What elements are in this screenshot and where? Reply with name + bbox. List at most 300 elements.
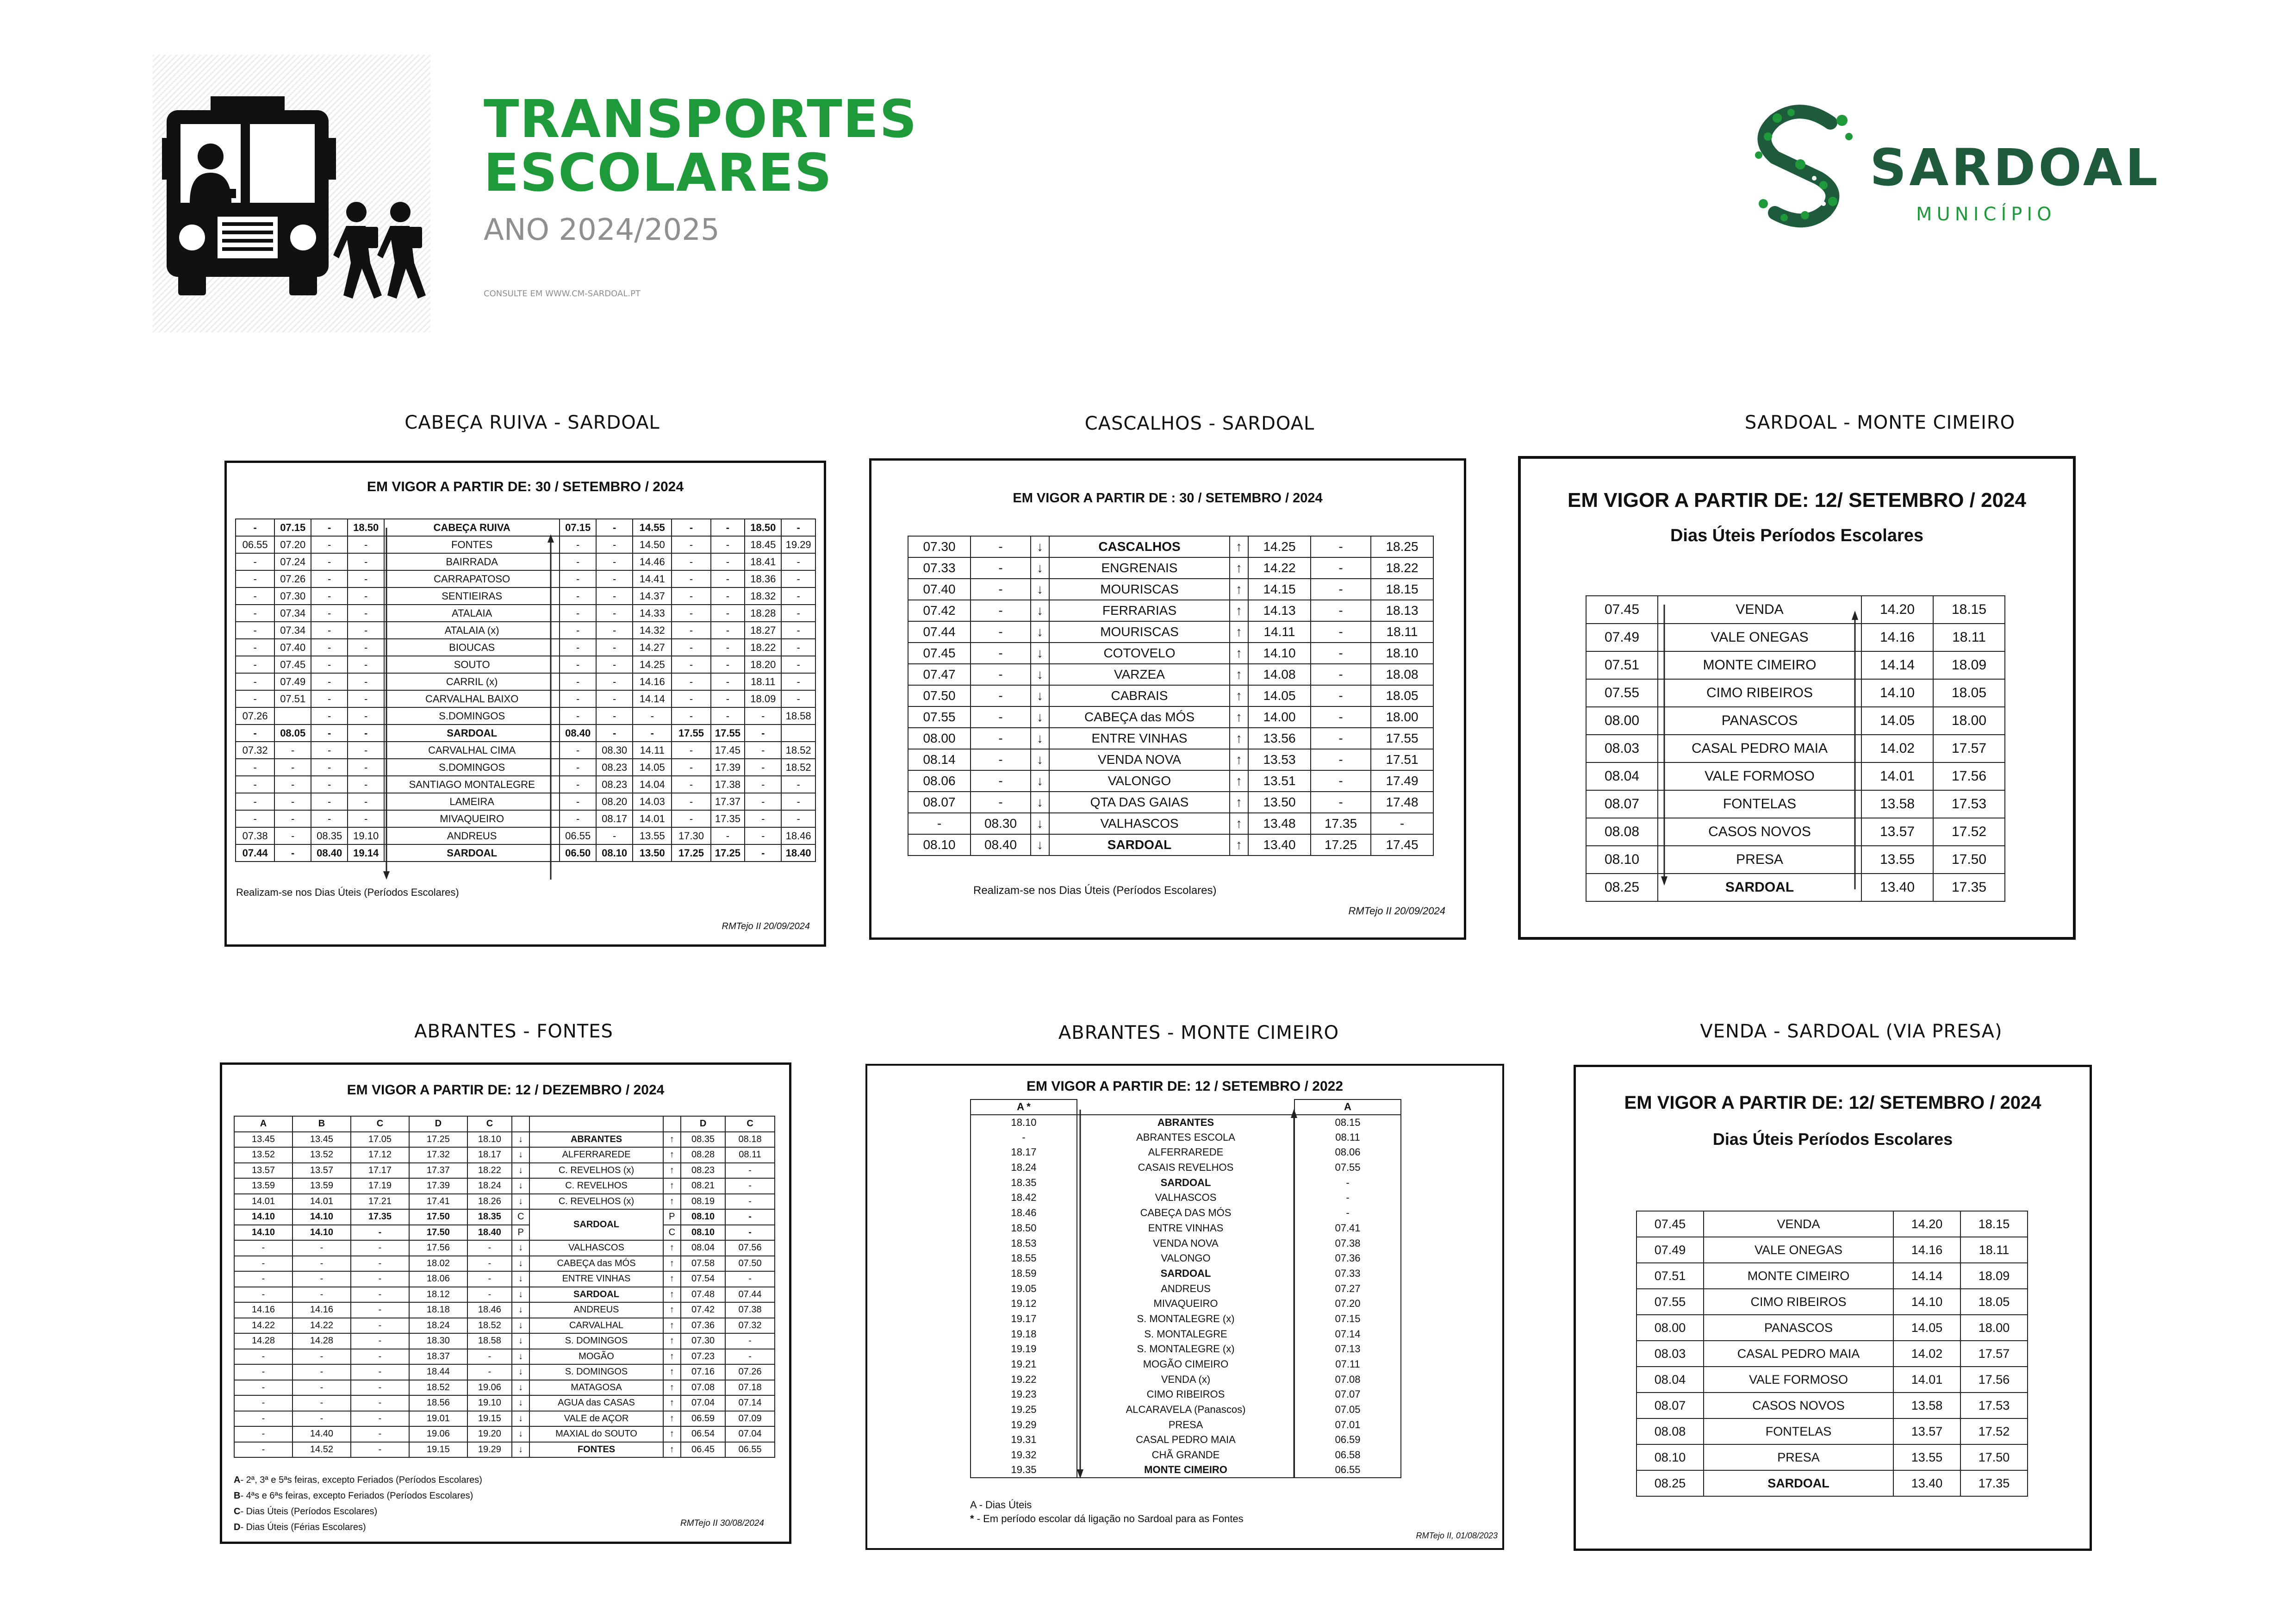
time-cell: 19.22 [971, 1372, 1077, 1387]
time-cell: 18.11 [745, 673, 781, 690]
time-cell: 18.56 [409, 1395, 467, 1411]
time-cell: 14.20 [1893, 1211, 1960, 1237]
time-cell: 14.16 [292, 1302, 351, 1318]
stop-name: CARVALHAL CIMA [384, 742, 560, 759]
column-header: A [234, 1116, 292, 1132]
table-row [1636, 1367, 2028, 1393]
time-cell: 07.49 [1586, 624, 1658, 651]
up-arrow-icon: ↑ [1230, 728, 1248, 749]
time-cell: 18.00 [1371, 706, 1433, 728]
time-cell: - [971, 1130, 1077, 1145]
stop-name: VALE ONEGAS [1658, 624, 1861, 651]
direction-marker: C [512, 1209, 529, 1225]
down-arrow-icon: ↓ [1031, 728, 1049, 749]
time-cell: - [234, 1364, 292, 1380]
time-cell: 18.40 [467, 1225, 512, 1241]
signature: RMTejo II 20/09/2024 [1348, 905, 1445, 917]
time-cell: - [467, 1364, 512, 1380]
table-row [234, 1132, 775, 1148]
time-cell: 13.55 [633, 827, 672, 844]
stop-name: VENDA NOVA [1077, 1236, 1294, 1251]
time-cell: - [1311, 728, 1371, 749]
time-cell: 07.44 [725, 1287, 775, 1303]
section-title-abrantes-monte: ABRANTES - MONTE CIMEIRO [1058, 1022, 1339, 1043]
school-bus-icon [153, 55, 430, 332]
time-cell: 14.46 [633, 553, 672, 570]
time-cell: 07.38 [1294, 1236, 1401, 1251]
time-cell: 18.15 [1960, 1211, 2028, 1237]
stop-name: ATALAIA [384, 605, 560, 622]
time-cell: - [560, 810, 596, 827]
time-cell: 13.40 [1248, 834, 1311, 856]
time-cell: 14.01 [633, 810, 672, 827]
time-cell: 14.01 [234, 1194, 292, 1210]
time-cell: - [672, 639, 710, 656]
time-cell: 07.27 [1294, 1281, 1401, 1296]
direction-marker: ↓ [512, 1194, 529, 1210]
time-cell: 17.35 [1311, 813, 1371, 834]
time-cell: - [348, 673, 384, 690]
time-cell: - [311, 656, 348, 673]
time-cell: 13.57 [1893, 1418, 1960, 1444]
time-cell: - [348, 810, 384, 827]
stop-name: MATAGOSA [529, 1380, 663, 1396]
section-title-abrantes-fontes: ABRANTES - FONTES [414, 1021, 613, 1042]
time-cell: 14.01 [1861, 762, 1933, 790]
time-cell: 08.23 [681, 1163, 725, 1179]
stop-name: S.DOMINGOS [384, 707, 560, 725]
column-header: C [725, 1116, 775, 1132]
up-arrow-icon: ↑ [1230, 749, 1248, 770]
stop-name: VALE ONEGAS [1704, 1237, 1893, 1263]
direction-marker: P [512, 1225, 529, 1241]
time-cell: 07.51 [1586, 651, 1658, 679]
time-cell: 14.03 [633, 793, 672, 810]
time-cell: - [234, 1240, 292, 1256]
time-cell: - [596, 639, 633, 656]
time-cell: 08.05 [274, 725, 311, 742]
stop-name: ENGRENAIS [1049, 557, 1230, 579]
time-cell: - [781, 656, 815, 673]
time-cell: 14.02 [1861, 735, 1933, 762]
time-cell: 13.45 [234, 1132, 292, 1148]
time-cell: - [311, 622, 348, 639]
time-cell: - [711, 827, 745, 844]
time-cell: 08.30 [596, 742, 633, 759]
time-cell: 07.23 [681, 1349, 725, 1365]
time-cell: - [311, 639, 348, 656]
days-note: Dias Úteis Períodos Escolares [1670, 526, 1924, 545]
time-cell: 08.40 [560, 725, 596, 742]
time-cell: - [560, 776, 596, 793]
time-cell: - [560, 690, 596, 707]
time-cell: - [596, 519, 633, 536]
time-cell: 07.01 [1294, 1417, 1401, 1432]
time-cell: 18.25 [1371, 536, 1433, 557]
time-cell: 17.55 [1371, 728, 1433, 749]
time-cell: - [711, 553, 745, 570]
time-cell: - [672, 622, 710, 639]
time-cell: 18.09 [1960, 1263, 2028, 1289]
time-cell: - [292, 1256, 351, 1272]
time-cell: 07.04 [681, 1395, 725, 1411]
time-cell: 07.51 [1636, 1263, 1704, 1289]
legend-b: B- 4ªs e 6ªs feiras, excepto Feriados (Períodos Escolares) [234, 1491, 473, 1501]
stop-name: ALCARAVELA (Panascos) [1077, 1402, 1294, 1418]
legend-c: C- Dias Úteis (Períodos Escolares) [234, 1506, 378, 1517]
time-cell: 07.04 [725, 1426, 775, 1442]
time-cell: 07.56 [725, 1240, 775, 1256]
time-cell: - [560, 605, 596, 622]
time-cell: 08.23 [596, 759, 633, 776]
time-cell: 14.28 [292, 1333, 351, 1349]
direction-marker: ↓ [512, 1302, 529, 1318]
section-title-monte-cimeiro: SARDOAL - MONTE CIMEIRO [1744, 412, 2016, 433]
time-cell: 08.28 [681, 1147, 725, 1163]
time-cell: 14.14 [633, 690, 672, 707]
time-cell: 08.04 [1586, 762, 1658, 790]
time-cell: 18.00 [1960, 1315, 2028, 1341]
time-cell: 17.48 [1371, 792, 1433, 813]
time-cell: 17.50 [409, 1209, 467, 1225]
stop-name: VALONGO [1049, 770, 1230, 792]
table-row [234, 1364, 775, 1380]
time-cell: 17.25 [409, 1132, 467, 1148]
direction-marker: ↑ [663, 1380, 681, 1396]
time-cell: - [672, 519, 710, 536]
time-cell: 07.15 [1294, 1312, 1401, 1327]
time-cell: - [292, 1395, 351, 1411]
stop-name: CARRAPATOSO [384, 570, 560, 587]
time-cell: - [236, 725, 274, 742]
time-cell: 07.44 [236, 844, 274, 862]
stop-name: FERRARIAS [1049, 600, 1230, 621]
time-cell: 18.59 [971, 1266, 1077, 1281]
stop-name: SARDOAL [1049, 834, 1230, 856]
direction-marker: ↓ [512, 1271, 529, 1287]
time-cell: - [1311, 664, 1371, 685]
time-cell: - [311, 605, 348, 622]
time-cell: 14.22 [1248, 557, 1311, 579]
time-cell: - [1311, 643, 1371, 664]
table-row [1636, 1393, 2028, 1418]
time-cell: - [467, 1349, 512, 1365]
time-cell: - [781, 690, 815, 707]
time-cell: 08.11 [1294, 1130, 1401, 1145]
time-cell: - [236, 587, 274, 605]
time-cell: - [971, 770, 1031, 792]
direction-marker: ↑ [663, 1163, 681, 1179]
stop-name: ALFERRAREDE [1077, 1145, 1294, 1160]
time-cell: 13.52 [234, 1147, 292, 1163]
time-cell: 06.55 [1294, 1463, 1401, 1478]
direction-marker: ↓ [512, 1240, 529, 1256]
time-cell: - [311, 519, 348, 536]
down-arrow-icon: ↓ [1031, 685, 1049, 706]
time-cell: 18.28 [745, 605, 781, 622]
stop-name: VENDA [1704, 1211, 1893, 1237]
time-cell: - [725, 1333, 775, 1349]
time-cell: 17.49 [1371, 770, 1433, 792]
time-cell: 14.37 [633, 587, 672, 605]
time-cell: 13.58 [1893, 1393, 1960, 1418]
down-arrow-icon: ↓ [1031, 643, 1049, 664]
time-cell: 07.55 [1636, 1289, 1704, 1315]
time-cell: 17.35 [711, 810, 745, 827]
time-cell: 13.55 [1893, 1444, 1960, 1470]
time-cell: - [725, 1209, 775, 1225]
time-cell: - [745, 776, 781, 793]
stop-name: CASAIS REVELHOS [1077, 1160, 1294, 1175]
time-cell: - [292, 1287, 351, 1303]
signature: RMTejo II 20/09/2024 [722, 921, 810, 931]
stop-name: ABRANTES ESCOLA [1077, 1130, 1294, 1145]
time-cell: - [711, 587, 745, 605]
time-cell: - [311, 536, 348, 553]
main-title-line1: TRANSPORTES [484, 89, 918, 150]
table-row [234, 1256, 775, 1272]
time-cell: 14.02 [1893, 1341, 1960, 1367]
time-cell: - [725, 1225, 775, 1241]
time-cell: - [725, 1194, 775, 1210]
stop-name: SARDOAL [384, 844, 560, 862]
time-cell: - [234, 1256, 292, 1272]
time-cell: 18.58 [781, 707, 815, 725]
time-cell: - [971, 643, 1031, 664]
stop-name: FONTELAS [1704, 1418, 1893, 1444]
days-note: Dias Úteis Períodos Escolares [1712, 1130, 1953, 1149]
time-cell: - [781, 519, 815, 536]
time-cell: 07.33 [908, 557, 971, 579]
time-cell: 08.10 [681, 1209, 725, 1225]
time-cell: 19.18 [971, 1326, 1077, 1342]
time-cell: 19.20 [467, 1426, 512, 1442]
column-header: A * [971, 1099, 1077, 1115]
time-cell: - [311, 553, 348, 570]
table-row [908, 749, 1433, 770]
time-cell: 07.13 [1294, 1342, 1401, 1357]
time-cell: 18.05 [1371, 685, 1433, 706]
time-cell: - [311, 810, 348, 827]
time-cell: 14.10 [292, 1225, 351, 1241]
consult-link[interactable]: CONSULTE EM WWW.CM-SARDOAL.PT [484, 289, 641, 299]
time-cell: 14.00 [1248, 706, 1311, 728]
time-cell: 13.50 [1248, 792, 1311, 813]
time-cell: 18.26 [467, 1194, 512, 1210]
time-cell: 18.52 [467, 1318, 512, 1334]
time-cell: 14.32 [633, 622, 672, 639]
time-cell: 07.16 [681, 1364, 725, 1380]
time-cell: 19.17 [971, 1312, 1077, 1327]
time-cell: - [274, 776, 311, 793]
time-cell: 08.14 [908, 749, 971, 770]
time-cell: 17.45 [1371, 834, 1433, 856]
time-cell: - [348, 536, 384, 553]
time-cell: - [672, 587, 710, 605]
time-cell: - [351, 1395, 409, 1411]
time-cell: - [711, 622, 745, 639]
time-cell: 18.45 [745, 536, 781, 553]
direction-marker: ↓ [512, 1333, 529, 1349]
table-row [234, 1395, 775, 1411]
time-cell: - [781, 793, 815, 810]
time-cell: - [596, 690, 633, 707]
time-cell: 08.10 [908, 834, 971, 856]
time-cell: 08.00 [1586, 707, 1658, 735]
stop-name: PRESA [1704, 1444, 1893, 1470]
timetable-cascalhos [908, 536, 1434, 856]
time-cell: - [311, 690, 348, 707]
time-cell: - [596, 570, 633, 587]
time-cell: - [292, 1240, 351, 1256]
direction-marker: ↑ [663, 1318, 681, 1334]
direction-marker: ↑ [663, 1287, 681, 1303]
stop-name: SARDOAL [1658, 874, 1861, 901]
column-header: B [292, 1116, 351, 1132]
time-cell: - [236, 622, 274, 639]
time-cell: - [351, 1426, 409, 1442]
time-cell: 17.39 [409, 1178, 467, 1194]
time-cell: - [672, 793, 710, 810]
time-cell: 07.40 [274, 639, 311, 656]
time-cell: 14.25 [1248, 536, 1311, 557]
time-cell: 17.50 [1960, 1444, 2028, 1470]
time-cell: 07.48 [681, 1287, 725, 1303]
time-cell: 13.40 [1893, 1470, 1960, 1496]
direction-arrows [227, 463, 828, 949]
time-cell: 07.32 [236, 742, 274, 759]
time-cell: - [596, 707, 633, 725]
table-row [234, 1349, 775, 1365]
time-cell: - [351, 1380, 409, 1396]
time-cell: 19.31 [971, 1432, 1077, 1448]
direction-marker: P [663, 1209, 681, 1225]
time-cell: 17.25 [1311, 834, 1371, 856]
valid-from: EM VIGOR A PARTIR DE: 12/ SETEMBRO / 2024 [1624, 1093, 2041, 1113]
table-row [234, 1426, 775, 1442]
stop-name: CABEÇA das MÓS [529, 1256, 663, 1272]
time-cell: - [596, 536, 633, 553]
time-cell: 07.36 [1294, 1251, 1401, 1266]
time-cell: 14.41 [633, 570, 672, 587]
time-cell: - [351, 1411, 409, 1427]
time-cell: 06.59 [1294, 1432, 1401, 1448]
time-cell: 19.21 [971, 1357, 1077, 1372]
time-cell: - [781, 587, 815, 605]
stop-name: CASAL PEDRO MAIA [1077, 1432, 1294, 1448]
time-cell: - [351, 1302, 409, 1318]
column-header: C [467, 1116, 512, 1132]
time-cell: - [560, 793, 596, 810]
time-cell: 14.10 [234, 1209, 292, 1225]
time-cell: 13.59 [234, 1178, 292, 1194]
stop-name: ABRANTES [1077, 1115, 1294, 1130]
time-cell: - [711, 570, 745, 587]
time-cell: - [348, 639, 384, 656]
time-cell: - [274, 810, 311, 827]
up-arrow-icon: ↑ [1230, 536, 1248, 557]
time-cell: 18.11 [1933, 624, 2005, 651]
time-cell: 08.40 [311, 844, 348, 862]
time-cell: 17.56 [1960, 1367, 2028, 1393]
time-cell: 13.57 [292, 1163, 351, 1179]
time-cell: 17.37 [409, 1163, 467, 1179]
time-cell: 18.08 [1371, 664, 1433, 685]
time-cell: - [1311, 557, 1371, 579]
time-cell: 18.15 [1933, 596, 2005, 624]
time-cell: 07.30 [681, 1333, 725, 1349]
time-cell: - [274, 742, 311, 759]
time-cell: 08.10 [1586, 846, 1658, 874]
stop-name: S. MONTALEGRE [1077, 1326, 1294, 1342]
time-cell: - [292, 1349, 351, 1365]
time-cell: 14.28 [234, 1333, 292, 1349]
down-arrow-icon: ↓ [1031, 536, 1049, 557]
time-cell: 17.05 [351, 1132, 409, 1148]
table-row [1636, 1418, 2028, 1444]
stop-name: ALFERRAREDE [529, 1147, 663, 1163]
stop-name: MAXIAL do SOUTO [529, 1426, 663, 1442]
time-cell: 07.24 [274, 553, 311, 570]
time-cell: 18.58 [467, 1333, 512, 1349]
table-row [1636, 1289, 2028, 1315]
time-cell: 13.53 [1248, 749, 1311, 770]
time-cell: - [745, 810, 781, 827]
bus-illustration-panel [153, 55, 430, 332]
direction-marker: ↓ [512, 1147, 529, 1163]
time-cell: - [781, 673, 815, 690]
time-cell: - [351, 1287, 409, 1303]
down-arrow-icon: ↓ [1031, 792, 1049, 813]
logo-subtitle: MUNICÍPIO [1916, 204, 2056, 225]
up-arrow-icon: ↑ [1230, 770, 1248, 792]
time-cell: - [236, 810, 274, 827]
time-cell: - [311, 776, 348, 793]
time-cell: 08.15 [1294, 1115, 1401, 1130]
time-cell: 17.50 [409, 1225, 467, 1241]
time-cell: - [292, 1271, 351, 1287]
stop-name: PRESA [1658, 846, 1861, 874]
time-cell: 08.10 [596, 844, 633, 862]
time-cell: 18.10 [467, 1132, 512, 1148]
time-cell: - [725, 1349, 775, 1365]
time-cell: 18.50 [971, 1221, 1077, 1236]
time-cell: 06.55 [236, 536, 274, 553]
section-title-cascalhos: CASCALHOS - SARDOAL [1084, 413, 1315, 434]
time-cell: 07.49 [1636, 1237, 1704, 1263]
time-cell: 14.20 [1861, 596, 1933, 624]
stop-name: ANDREUS [384, 827, 560, 844]
time-cell: 19.32 [971, 1448, 1077, 1463]
time-cell: - [596, 725, 633, 742]
time-cell: 18.52 [409, 1380, 467, 1396]
time-cell: 07.32 [725, 1318, 775, 1334]
time-cell: 17.32 [409, 1147, 467, 1163]
down-arrow-icon: ↓ [1031, 813, 1049, 834]
time-cell: - [560, 587, 596, 605]
time-cell: - [596, 605, 633, 622]
time-cell: - [711, 519, 745, 536]
time-cell: 19.15 [467, 1411, 512, 1427]
section-title-venda-sardoal: VENDA - SARDOAL (VIA PRESA) [1700, 1021, 2003, 1042]
direction-marker: ↓ [512, 1395, 529, 1411]
time-cell: 17.51 [1371, 749, 1433, 770]
table-row [1636, 1211, 2028, 1237]
time-cell: 19.19 [971, 1342, 1077, 1357]
time-cell: - [234, 1380, 292, 1396]
time-cell: - [348, 725, 384, 742]
time-cell: 08.35 [681, 1132, 725, 1148]
